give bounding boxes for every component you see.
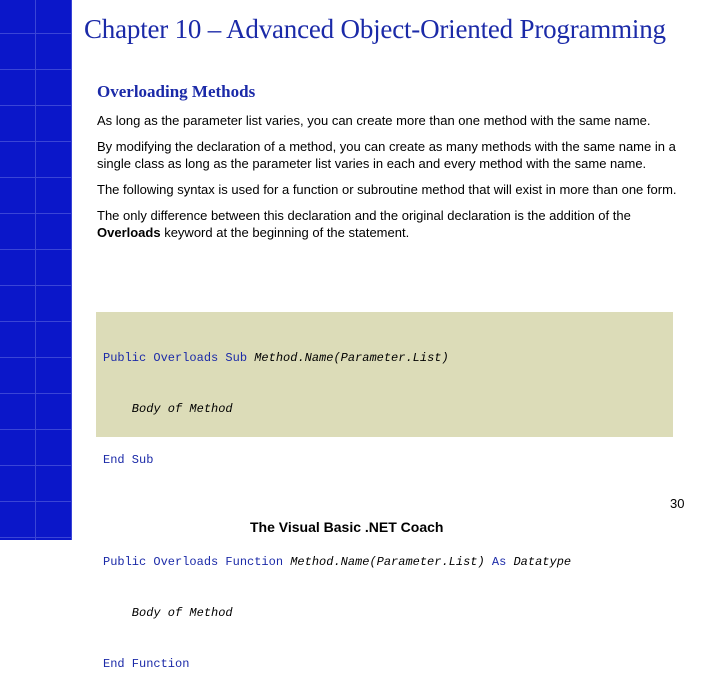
- code-sub-end: End Sub: [103, 453, 154, 467]
- decorative-sidebar: [0, 0, 72, 540]
- paragraph-4-text-after: keyword at the beginning of the statement.: [160, 225, 410, 240]
- paragraph-4: [97, 207, 697, 241]
- code-function-end: End Function: [103, 657, 190, 671]
- footer-text: The Visual Basic .NET Coach: [250, 519, 444, 535]
- paragraph-2: By modifying the declaration of a method, you can create as many methods with the same name in a single class as long as the parameter list varies in each and every method with the same name.: [97, 139, 676, 171]
- overloads-keyword: Overloads: [97, 225, 161, 240]
- section-heading: Overloading Methods: [97, 82, 256, 101]
- code-sample: [103, 316, 571, 690]
- paragraph-3: The following syntax is used for a function or subroutine method that will exist in more than one form.: [97, 182, 677, 197]
- paragraph-4-text-before: The only difference between this declaration and the original declaration is the addition of the: [97, 208, 631, 223]
- code-function-body: Body of Method: [103, 606, 233, 620]
- paragraph-1: As long as the parameter list varies, you can create more than one method with the same name.: [97, 113, 651, 128]
- page-number: 30: [670, 496, 685, 511]
- code-function-declaration: Public Overloads Function Method.Name(Parameter.List) As Datatype: [103, 555, 572, 569]
- code-sub-declaration: Public Overloads Sub Method.Name(Parameter.List): [103, 351, 449, 365]
- slide-title: Chapter 10 – Advanced Object-Oriented Programming: [84, 14, 666, 44]
- slide-content: [97, 82, 697, 250]
- code-sub-body: Body of Method: [103, 402, 233, 416]
